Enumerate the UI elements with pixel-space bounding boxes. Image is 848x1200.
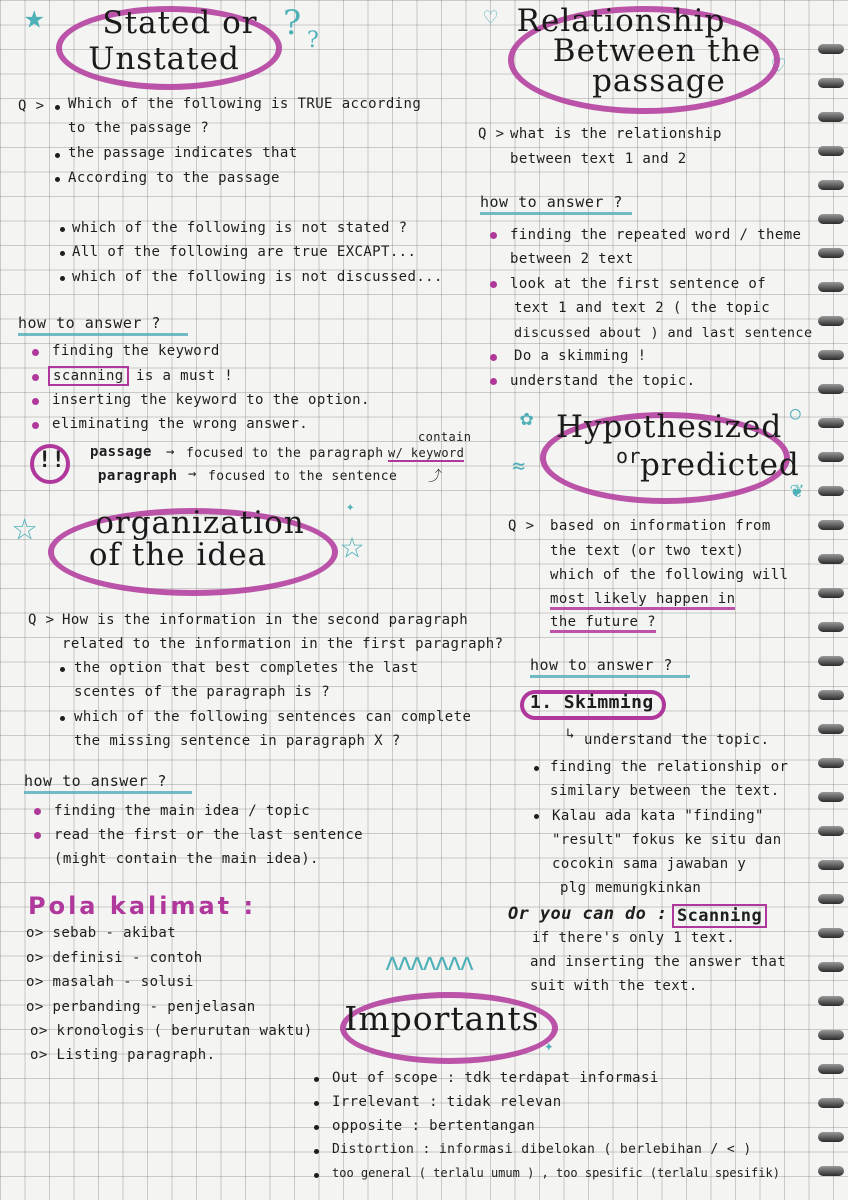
skimming-label: 1. Skimming (530, 692, 654, 713)
answer-text: discussed about ) and last sentence (514, 325, 813, 341)
pola-item: o> perbanding - penjelasan (26, 999, 256, 1015)
answer-text: Do a skimming ! (514, 348, 647, 364)
circle-doodle-icon: ○ (790, 403, 801, 424)
list-dot (314, 1125, 319, 1130)
understand-text: understand the topic. (584, 732, 770, 748)
grass-doodle-icon: ʌʌʌʌʌʌʌ (385, 948, 473, 976)
section-title: Unstated (88, 41, 240, 77)
answer-text: similary between the text. (550, 783, 780, 799)
answer-text: eliminating the wrong answer. (52, 416, 309, 432)
question-text: How is the information in the second paragraph (62, 612, 469, 628)
paragraph-rule: focused to the sentence (208, 469, 398, 484)
question-text: All of the following are true EXCAPT... (72, 244, 417, 260)
list-bullet (32, 422, 39, 429)
star-small-icon: ✦ (544, 1036, 554, 1055)
list-dot (60, 716, 65, 721)
flower-doodle-icon: ✿ (520, 406, 534, 431)
question-text: the option that best completes the last (74, 660, 419, 676)
question-text: most likely happen in (550, 591, 735, 610)
important-item: Irrelevant : tidak relevan (332, 1094, 562, 1110)
list-dot (55, 105, 60, 110)
question-text: the text (or two text) (550, 543, 745, 559)
title-or: or (616, 444, 641, 468)
list-bullet (490, 281, 497, 288)
arrow-icon: → (166, 444, 175, 460)
scanning-box: scanning (48, 366, 129, 386)
arrow-icon: ↳ (566, 726, 575, 742)
answer-text: "result" fokus ke situ dan (552, 832, 782, 848)
important-item: too general ( terlalu umum ) , too spesific (terlalu spesifik) (332, 1166, 780, 1180)
leaf-doodle-icon: ❦ (790, 478, 804, 503)
section-title: of the idea (88, 537, 268, 573)
section-title: passage (592, 63, 726, 99)
list-bullet (32, 398, 39, 405)
question-text: which of the following sentences can complete (74, 709, 472, 725)
list-dot (55, 177, 60, 182)
section-title: predicted (640, 447, 800, 483)
answer-text: understand the topic. (510, 373, 696, 389)
answer-text: plg memungkinkan (560, 880, 702, 896)
scan-line: and inserting the answer that (530, 954, 787, 970)
list-dot (60, 276, 65, 281)
answer-text: inserting the keyword to the option. (52, 392, 370, 408)
scanning-box: Scanning (672, 904, 767, 928)
list-dot (314, 1101, 319, 1106)
question-text: which of the following is not stated ? (72, 220, 408, 236)
question-text: scentes of the paragraph is ? (74, 684, 331, 700)
or-you-can-do: Or you can do : (508, 904, 668, 924)
question-doodle-small-icon: ? (307, 28, 319, 53)
question-label: Q > (18, 98, 45, 114)
question-text: related to the information in the first paragraph? (62, 636, 504, 652)
star-outline-icon: ☆ (12, 501, 38, 550)
question-text: the missing sentence in paragraph X ? (74, 733, 401, 749)
answer-text: finding the main idea / topic (54, 803, 311, 819)
question-text: to the passage ? (68, 120, 210, 136)
scan-line: if there's only 1 text. (532, 930, 736, 946)
star-outline-icon: ☆ (340, 522, 365, 568)
section-title: Between the (552, 33, 762, 69)
how-to-heading: how to answer ? (18, 314, 188, 336)
heart-doodle-icon: ♡ (484, 6, 498, 31)
question-text: which of the following will (550, 567, 789, 583)
question-text: Which of the following is TRUE according (68, 96, 422, 112)
list-dot (60, 227, 65, 232)
passage-word: passage (90, 444, 152, 460)
passage-rule: focused to the paragraph (186, 446, 384, 461)
pola-item: o> masalah - solusi (26, 974, 194, 990)
question-label: Q > (28, 612, 55, 628)
star-small-icon: ✦ (346, 499, 355, 515)
question-doodle-icon: ? (283, 3, 302, 43)
section-title: organization (95, 505, 305, 541)
answer-text: finding the relationship or (550, 759, 789, 775)
arrow-icon: → (188, 466, 197, 482)
answer-text: finding the keyword (52, 343, 220, 359)
list-bullet (32, 349, 39, 356)
question-text: the passage indicates that (68, 145, 298, 161)
list-dot (55, 153, 60, 158)
how-to-heading: how to answer ? (530, 656, 690, 678)
pola-item: o> sebab - akibat (26, 925, 177, 941)
list-dot (534, 766, 539, 771)
paragraph-word: paragraph (98, 468, 178, 484)
important-item: Distortion : informasi dibelokan ( berlebihan / < ) (332, 1142, 752, 1157)
question-text: based on information from (550, 518, 771, 534)
list-bullet (34, 832, 41, 839)
section-title: Importants (344, 999, 540, 1038)
answer-text: cocokin sama jawaban y (552, 856, 747, 872)
question-text: what is the relationship (510, 126, 722, 142)
list-dot (314, 1149, 319, 1154)
pola-title: Pola kalimat : (28, 892, 257, 920)
list-bullet (490, 232, 497, 239)
pola-item: o> kronologis ( berurutan waktu) (30, 1023, 313, 1039)
question-label: Q > (508, 518, 535, 534)
star-doodle-icon: ★ (24, 0, 45, 37)
section-title: Stated or (102, 5, 258, 41)
question-text: between text 1 and 2 (510, 151, 687, 167)
scan-line: suit with the text. (530, 978, 698, 994)
answer-text: (might contain the main idea). (54, 851, 319, 867)
list-dot (534, 814, 539, 819)
question-text: the future ? (550, 614, 656, 633)
answer-text: text 1 and text 2 ( the topic (514, 300, 771, 316)
answer-text: look at the first sentence of (510, 276, 767, 292)
list-bullet (32, 374, 39, 381)
leaf-doodle-icon: ≈ (512, 454, 526, 479)
important-item: Out of scope : tdk terdapat informasi (332, 1070, 659, 1086)
list-bullet (34, 808, 41, 815)
list-bullet (490, 354, 497, 361)
contain-note: contain (418, 430, 472, 444)
answer-text: between 2 text (510, 251, 634, 267)
pola-item: o> definisi - contoh (26, 950, 203, 966)
list-bullet (490, 378, 497, 385)
answer-text: is a must ! (136, 368, 234, 384)
alert-mark: !! (38, 448, 66, 473)
list-dot (314, 1173, 319, 1178)
important-item: opposite : bertentangan (332, 1118, 536, 1134)
list-dot (60, 667, 65, 672)
answer-text: Kalau ada kata "finding" (552, 808, 764, 824)
question-label: Q > (478, 126, 505, 142)
keyword-note: w/ keyword (388, 446, 465, 460)
section-title: Hypothesized (556, 409, 783, 445)
heart-doodle-icon: ♡ (772, 54, 786, 79)
answer-text: finding the repeated word / theme (510, 227, 802, 243)
question-text: which of the following is not discussed... (72, 269, 443, 285)
question-text: According to the passage (68, 170, 280, 186)
answer-text: read the first or the last sentence (54, 827, 364, 843)
list-dot (314, 1077, 319, 1082)
section-title: Relationship (516, 3, 726, 39)
list-dot (60, 251, 65, 256)
how-to-heading: how to answer ? (480, 193, 632, 215)
how-to-heading: how to answer ? (24, 772, 192, 794)
curved-arrow-icon: ⤴ (428, 469, 443, 485)
pola-item: o> Listing paragraph. (30, 1047, 216, 1063)
